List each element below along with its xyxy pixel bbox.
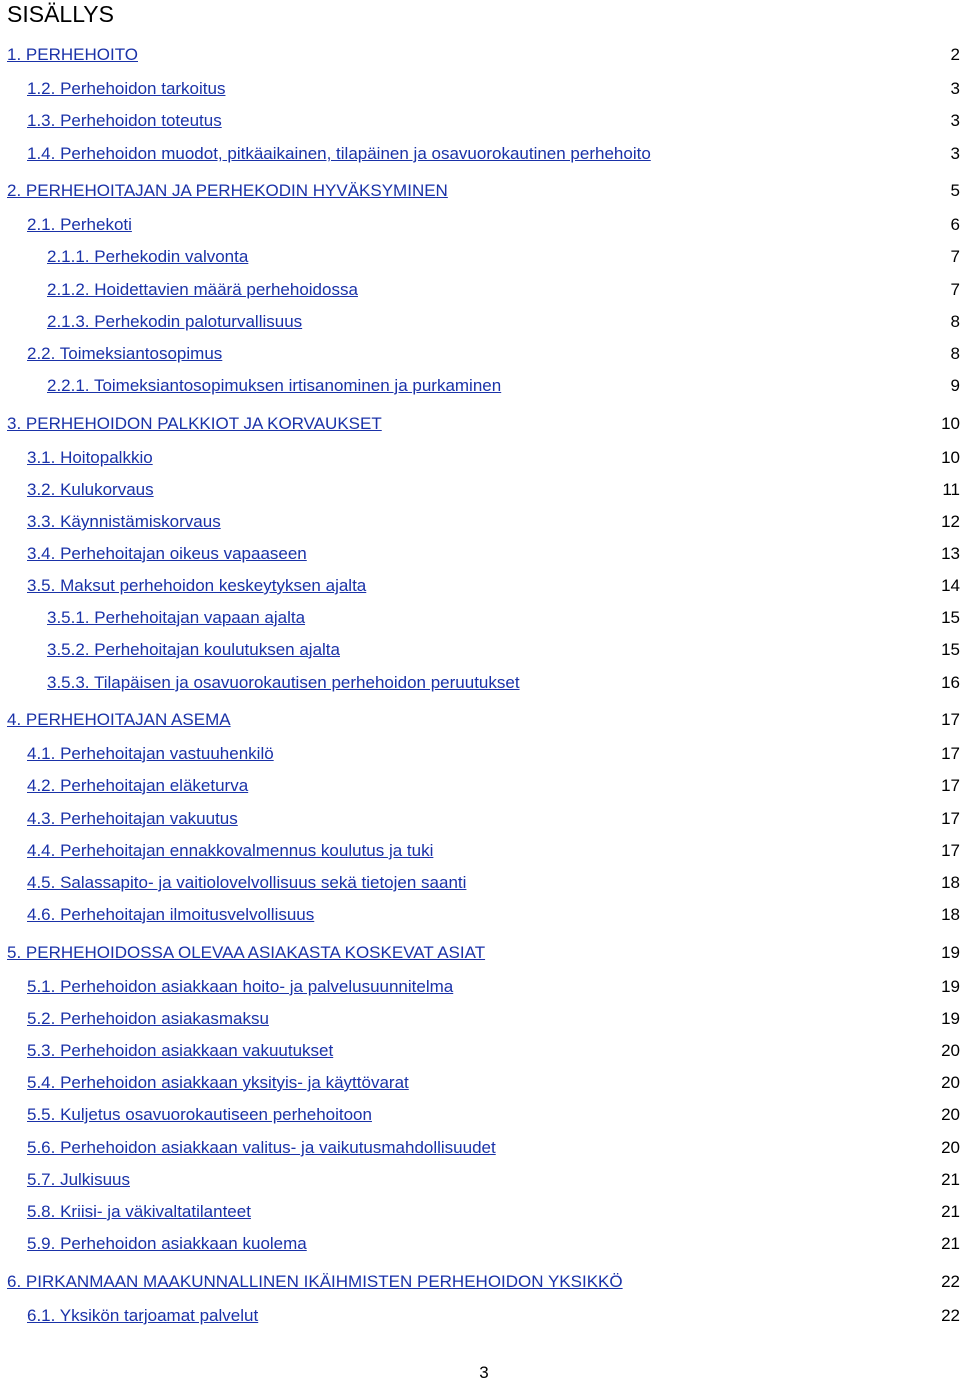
toc-entry <box>0 1040 960 1062</box>
toc-entry <box>0 1169 960 1191</box>
toc-entry <box>0 672 960 694</box>
toc-entry-page-number: 20 <box>941 1073 960 1092</box>
toc-entry-link[interactable]: 2. PERHEHOITAJAN JA PERHEKODIN HYVÄKSYMINEN <box>7 181 448 200</box>
toc-entry-page-number: 22 <box>941 1306 960 1325</box>
toc-entry-page-number: 3 <box>950 111 960 130</box>
toc-entry-page-number: 8 <box>950 344 960 363</box>
toc-entry-page-number: 17 <box>941 710 960 729</box>
toc-entry-page-number: 17 <box>941 841 960 860</box>
toc-entry-link[interactable]: 2.1.3. Perhekodin paloturvallisuus <box>47 312 303 331</box>
toc-entry-link[interactable]: 3.1. Hoitopalkkio <box>27 448 153 467</box>
toc-entry-page-number: 21 <box>941 1170 960 1189</box>
toc-entry-link[interactable]: 3.3. Käynnistämiskorvaus <box>27 512 221 531</box>
toc-entry <box>0 375 960 397</box>
toc-entry-page-number: 18 <box>941 905 960 924</box>
toc-entry-link[interactable]: 1.3. Perhehoidon toteutus <box>27 111 222 130</box>
toc-entry-link[interactable]: 5.5. Kuljetus osavuorokautiseen perhehoitoon <box>27 1105 372 1124</box>
toc-entry-page-number: 7 <box>950 247 960 266</box>
toc-entry <box>0 775 960 797</box>
toc-entry-page-number: 5 <box>950 181 960 200</box>
toc-entry-page-number: 20 <box>941 1105 960 1124</box>
toc-entry-link[interactable]: 3.2. Kulukorvaus <box>27 480 154 499</box>
toc-entry <box>0 143 960 165</box>
toc-entry-link[interactable]: 5.8. Kriisi- ja väkivaltatilanteet <box>27 1202 251 1221</box>
toc-entry <box>0 1008 960 1030</box>
toc-entry <box>0 447 960 469</box>
page-number: 3 <box>479 1363 489 1382</box>
toc-entry <box>0 110 960 132</box>
toc-entry-page-number: 15 <box>941 640 960 659</box>
toc-entry-link[interactable]: 5.3. Perhehoidon asiakkaan vakuutukset <box>27 1041 334 1060</box>
toc-entry-link[interactable]: 6. PIRKANMAAN MAAKUNNALLINEN IKÄIHMISTEN PERHEHOIDON YKSIKKÖ <box>7 1272 623 1291</box>
toc-entry <box>0 575 960 597</box>
toc-entry-page-number: 19 <box>941 943 960 962</box>
toc-entry <box>0 44 960 66</box>
toc-entry <box>0 1137 960 1159</box>
toc-entry <box>0 343 960 365</box>
toc-entry <box>0 1271 960 1293</box>
toc-entry <box>0 1201 960 1223</box>
toc-entry-link[interactable]: 6.1. Yksikön tarjoamat palvelut <box>27 1306 259 1325</box>
toc-entry-link[interactable]: 2.2. Toimeksiantosopimus <box>27 344 223 363</box>
toc-entry <box>0 904 960 926</box>
toc-entry <box>0 543 960 565</box>
toc-entry-page-number: 14 <box>941 576 960 595</box>
toc-entry-link[interactable]: 1.2. Perhehoidon tarkoitus <box>27 79 226 98</box>
toc-entry <box>0 1305 960 1327</box>
toc-entry-page-number: 8 <box>950 312 960 331</box>
toc-entry-page-number: 3 <box>950 79 960 98</box>
toc-entry <box>0 511 960 533</box>
toc-entry-link[interactable]: 4.5. Salassapito- ja vaitiolovelvollisuus sekä tietojen saanti <box>27 873 467 892</box>
toc-entry-page-number: 17 <box>941 809 960 828</box>
toc-entry-link[interactable]: 3.5.1. Perhehoitajan vapaan ajalta <box>47 608 306 627</box>
toc-entry-link[interactable]: 5.6. Perhehoidon asiakkaan valitus- ja vaikutusmahdollisuudet <box>27 1138 496 1157</box>
toc-entry-link[interactable]: 5.9. Perhehoidon asiakkaan kuolema <box>27 1234 307 1253</box>
toc-entry <box>0 78 960 100</box>
toc-entry-page-number: 6 <box>950 215 960 234</box>
toc-entry-page-number: 17 <box>941 776 960 795</box>
toc-entry-page-number: 11 <box>942 480 960 499</box>
toc-entry-page-number: 19 <box>941 1009 960 1028</box>
toc-entry <box>0 413 960 435</box>
toc-entry-link[interactable]: 5.7. Julkisuus <box>27 1170 130 1189</box>
toc-entry-page-number: 3 <box>950 144 960 163</box>
toc-entry-link[interactable]: 3. PERHEHOIDON PALKKIOT JA KORVAUKSET <box>7 414 382 433</box>
toc-entry-page-number: 10 <box>941 414 960 433</box>
toc-entry <box>0 840 960 862</box>
toc-entry <box>0 743 960 765</box>
toc-entry-link[interactable]: 4.4. Perhehoitajan ennakkovalmennus koulutus ja tuki <box>27 841 434 860</box>
toc-entry-link[interactable]: 2.1. Perhekoti <box>27 215 132 234</box>
toc-entry-link[interactable]: 3.4. Perhehoitajan oikeus vapaaseen <box>27 544 307 563</box>
toc-entry-page-number: 13 <box>941 544 960 563</box>
toc-entry-link[interactable]: 4.6. Perhehoitajan ilmoitusvelvollisuus <box>27 905 315 924</box>
toc-entry <box>0 808 960 830</box>
toc-entry-page-number: 9 <box>950 376 960 395</box>
toc-entry <box>0 479 960 501</box>
toc-entry <box>0 607 960 629</box>
toc-entry <box>0 1233 960 1255</box>
toc-entry <box>0 976 960 998</box>
toc-entry-page-number: 20 <box>941 1138 960 1157</box>
toc-entry-link[interactable]: 2.2.1. Toimeksiantosopimuksen irtisanominen ja purkaminen <box>47 376 502 395</box>
toc-heading: SISÄLLYS <box>7 1 114 27</box>
toc-entry <box>0 872 960 894</box>
toc-entry-link[interactable]: 4.3. Perhehoitajan vakuutus <box>27 809 238 828</box>
toc-entry-link[interactable]: 5.4. Perhehoidon asiakkaan yksityis- ja käyttövarat <box>27 1073 409 1092</box>
toc-entry <box>0 311 960 333</box>
toc-entry-link[interactable]: 4.1. Perhehoitajan vastuuhenkilö <box>27 744 274 763</box>
toc-entry-page-number: 12 <box>941 512 960 531</box>
toc-entry <box>0 639 960 661</box>
toc-entry-link[interactable]: 3.5.2. Perhehoitajan koulutuksen ajalta <box>47 640 340 659</box>
toc-entry-link[interactable]: 3.5.3. Tilapäisen ja osavuorokautisen perhehoidon peruutukset <box>47 673 520 692</box>
toc-entry-page-number: 10 <box>941 448 960 467</box>
toc-entry-link[interactable]: 2.1.2. Hoidettavien määrä perhehoidossa <box>47 280 358 299</box>
toc-entry-link[interactable]: 3.5. Maksut perhehoidon keskeytyksen ajalta <box>27 576 367 595</box>
toc-entry <box>0 709 960 731</box>
toc-entry-page-number: 7 <box>950 280 960 299</box>
toc-entry-page-number: 15 <box>941 608 960 627</box>
toc-entry-page-number: 19 <box>941 977 960 996</box>
toc-entry-link[interactable]: 1. PERHEHOITO <box>7 45 138 64</box>
toc-entry-page-number: 2 <box>950 45 960 64</box>
toc-entry <box>0 279 960 301</box>
toc-entry-page-number: 21 <box>941 1234 960 1253</box>
toc-entry-link[interactable]: 4. PERHEHOITAJAN ASEMA <box>7 710 231 729</box>
toc-entry-link[interactable]: 5.2. Perhehoidon asiakasmaksu <box>27 1009 269 1028</box>
toc-entry <box>0 180 960 202</box>
toc-entry-page-number: 17 <box>941 744 960 763</box>
toc-entry-page-number: 22 <box>941 1272 960 1291</box>
toc-entry <box>0 942 960 964</box>
toc-entry-page-number: 16 <box>941 673 960 692</box>
toc-entry-link[interactable]: 4.2. Perhehoitajan eläketurva <box>27 776 249 795</box>
toc-entry-page-number: 18 <box>941 873 960 892</box>
toc-entry-link[interactable]: 1.4. Perhehoidon muodot, pitkäaikainen, tilapäinen ja osavuorokautinen perhehoito <box>27 144 651 163</box>
toc-entry-link[interactable]: 5. PERHEHOIDOSSA OLEVAA ASIAKASTA KOSKEVAT ASIAT <box>7 943 486 962</box>
toc-entry <box>0 1072 960 1094</box>
toc-entry <box>0 214 960 236</box>
toc-entry-page-number: 20 <box>941 1041 960 1060</box>
toc-entry-link[interactable]: 2.1.1. Perhekodin valvonta <box>47 247 249 266</box>
toc-entry <box>0 1104 960 1126</box>
toc-entry-page-number: 21 <box>941 1202 960 1221</box>
toc-entry-link[interactable]: 5.1. Perhehoidon asiakkaan hoito- ja palvelusuunnitelma <box>27 977 454 996</box>
toc-entry <box>0 246 960 268</box>
